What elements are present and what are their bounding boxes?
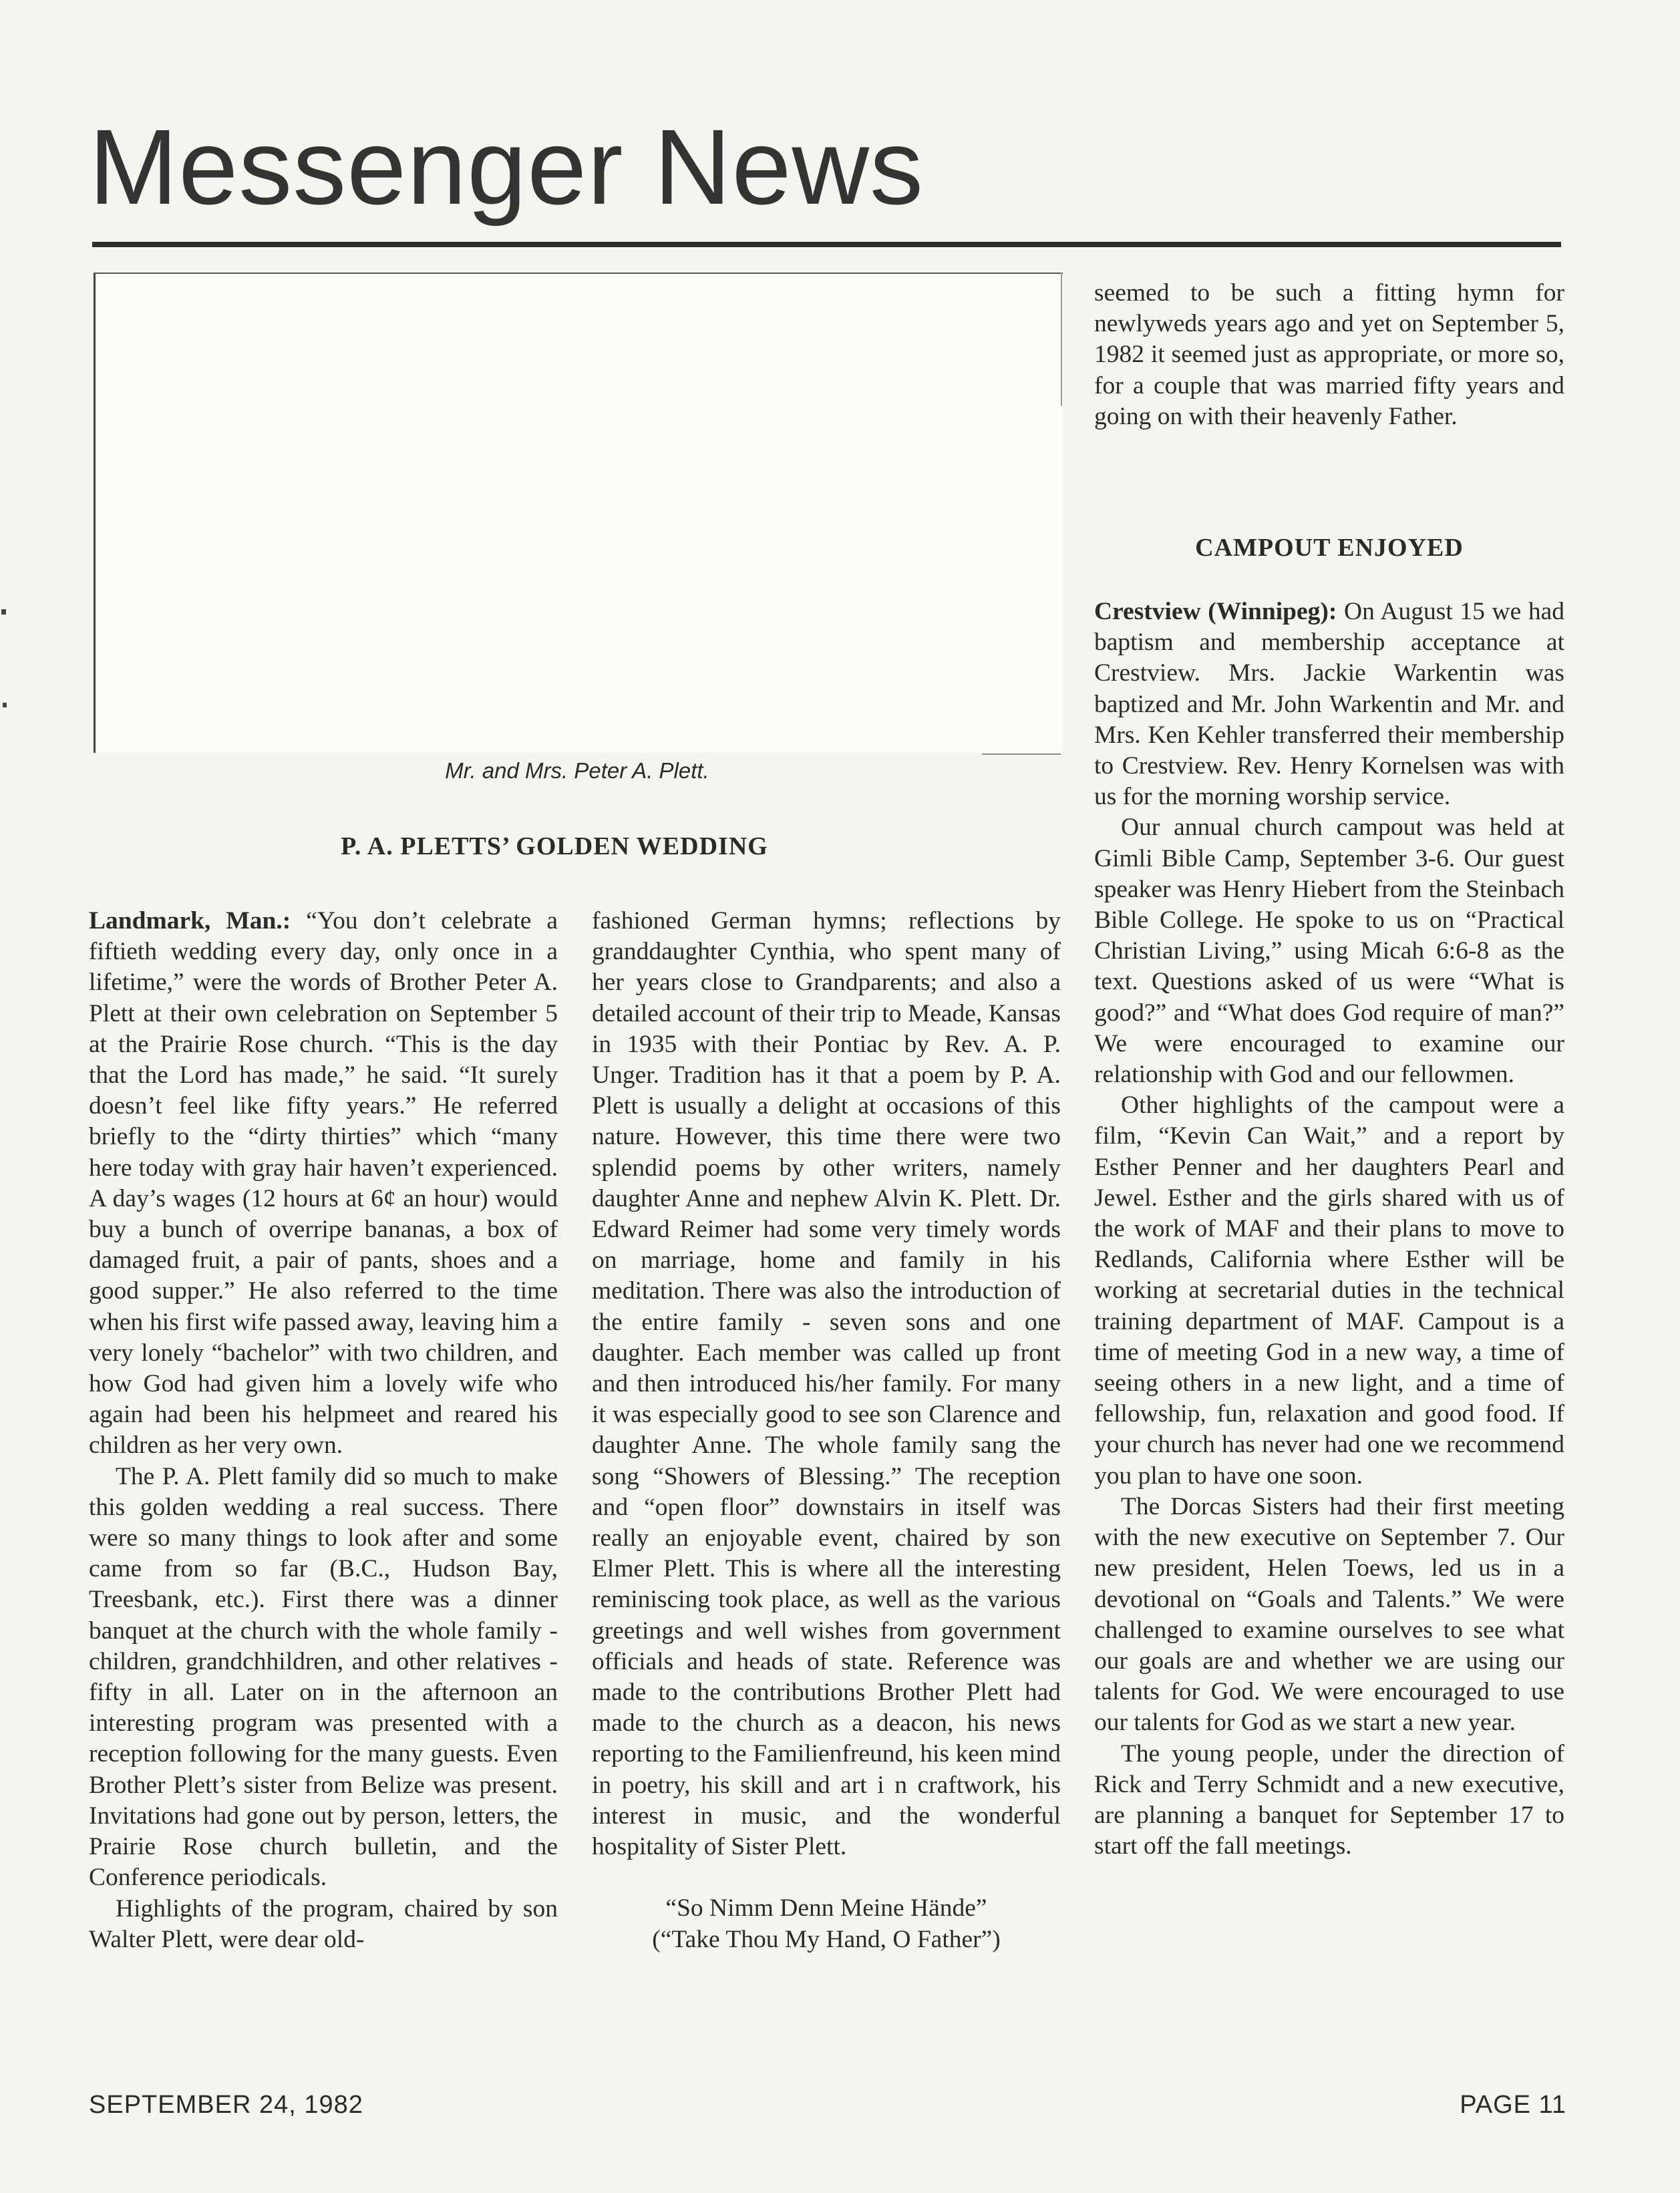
masthead-rule (92, 242, 1561, 247)
scan-speck-2 (3, 703, 7, 707)
wedding-continued: seemed to be such a fitting hymn for newlyweds years ago and yet on September 5, 1982 it seemed just as appropriate, or more so, for a couple that was married fifty years and going on with their heavenly Father. (1094, 279, 1564, 430)
wedding-headline: P. A. PLETTS’ GOLDEN WEDDING (341, 832, 768, 860)
wedding-paragraph-4: fashioned German hymns; reflections by granddaughter Cynthia, who spent many of her years close to Grandparents; and also a detailed account of their trip to Meade, Kansas in 1935 with their Pontiac by Rev. A. P. Unger. Tradition has it that a poem by P. A. Plett is usually a delight at occasions of this nature. However, this time there were two splendid poems by other writers, namely daughter Anne and nephew Alvin K. Plett. Dr. Edward Reimer had some very timely words on marriage, home and family in his meditation. There was also the introduction of the entire family - seven sons and one daughter. Each member was called up front and then introduced his/her family. For many it was especially good to see son Clarence and daughter Anne. The whole family sang the song “Showers of Blessing.” The reception and “open floor” downstairs in itself was really an enjoyable event, chaired by son Elmer Plett. This is where all the interesting reminiscing took place, as well as the various greetings and well wishes from government officials and heads of state. Reference was made to the contributions Brother Plett had made to the church as a deacon, his news reporting to the Familienfreund, his keen mind in poetry, his skill and art i n craftwork, his interest in music, and the wonderful hospitality of Sister Plett. (592, 907, 1061, 1861)
scan-speck-1 (1, 609, 6, 615)
masthead-title: Messenger News (89, 107, 925, 226)
campout-paragraph-5: The young people, under the direction of Rick and Terry Schmidt and a new executive, are planning a banquet for September 17 to start off the fall meetings. (1094, 1739, 1564, 1860)
photo-caption: Mr. and Mrs. Peter A. Plett. (445, 758, 709, 783)
campout-paragraph-3: Other highlights of the campout were a film, “Kevin Can Wait,” and a report by Esther Penner and her daughters Pearl and Jewel. Esther and the girls shared with us of the work of MAF and their plans to move to Redlands, California where Esther will be working at secretarial duties in the technical training department of MAF. Campout is a time of meeting God in a new way, a time of seeing others in a new light, and a time of fellowship, fun, relaxation and good food. If your church has never had one we recommend you plan to have one soon. (1094, 1091, 1564, 1490)
campout-headline: CAMPOUT ENJOYED (1195, 534, 1464, 562)
column-3-top (1094, 278, 1564, 432)
campout-paragraph-1-text: On August 15 we had baptism and membership acceptance at Crestview. Mrs. Jackie Warkentin was baptized and Mr. John Warkentin and Mr. and Mrs. Ken Kehler transferred their membership to Crestview. Rev. Henry Kornelsen was with us for the morning worship service. (1094, 598, 1564, 811)
footer-date: SEPTEMBER 24, 1982 (89, 2091, 363, 2119)
column-2 (592, 906, 1061, 1955)
column-3 (1094, 597, 1564, 1862)
campout-paragraph-4: The Dorcas Sisters had their first meeting with the new executive on September 7. Our new president, Helen Toews, led us in a devotional on “Goals and Talents.” We were challenged to examine ourselves to see what our goals are and whether we are using our talents for God. We were encouraged to use our talents for God as we start a new year. (1094, 1492, 1564, 1737)
campout-paragraph-1 (1094, 597, 1564, 812)
wedding-paragraph-2: The P. A. Plett family did so much to make this golden wedding a real success. There were so many things to look after and some came from so far (B.C., Hudson Bay, Treesbank, etc.). First there was a dinner banquet at the church with the whole family - children, grandchhildren, and other relatives - fifty in all. Later on in the afternoon an interesting program was presented with a reception following for the many guests. Even Brother Plett’s sister from Belize was present. Invitations had gone out by person, letters, the Prairie Rose church bulletin, and the Conference periodicals. (89, 1462, 558, 1892)
footer-page-number: PAGE 11 (1460, 2091, 1566, 2119)
photo-frame (94, 273, 1063, 753)
campout-paragraph-2: Our annual church campout was held at Gimli Bible Camp, September 3-6. Our guest speaker was Henry Hiebert from the Steinbach Bible College. He spoke to us on “Practical Christian Living,” using Micah 6:6-8 as the text. Questions asked of us were “What is good?” and “What does God require of man?” We were encouraged to examine our relationship with God and our fellowmen. (1094, 814, 1564, 1089)
wedding-paragraph-1-text: “You don’t celebrate a fiftieth wedding every day, only once in a lifetime,” were the words of Brother Peter A. Plett at their own celebration on September 5 at the Prairie Rose church. “This is the day that the Lord has made,” he said. “It surely doesn’t feel like fifty years.” He referred briefly to the “dirty thirties” which “many here today with gray hair haven’t experienced. A day’s wages (12 hours at 6¢ an hour) would buy a bunch of overripe bananas, a box of damaged fruit, a pair of pants, shoes and a good supper.” He also referred to the time when his first wife passed away, leaving him a very lonely “bachelor” with two children, and how God had given him a lovely wife who again had been his helpmeet and reared his children as her very own. (89, 907, 558, 1460)
wedding-paragraph-3: Highlights of the program, chaired by son Walter Plett, were dear old- (89, 1894, 558, 1953)
photo-edge-right (1061, 273, 1062, 406)
hymn-title-english: (“Take Thou My Hand, O Father”) (652, 1925, 1001, 1953)
column-1 (89, 906, 558, 1955)
campout-dateline: Crestview (Winnipeg): (1094, 598, 1337, 625)
wedding-paragraph-1 (89, 906, 558, 1462)
wedding-dateline: Landmark, Man.: (89, 907, 291, 935)
hymn-title-german: “So Nimm Denn Meine Hände” (665, 1894, 987, 1922)
